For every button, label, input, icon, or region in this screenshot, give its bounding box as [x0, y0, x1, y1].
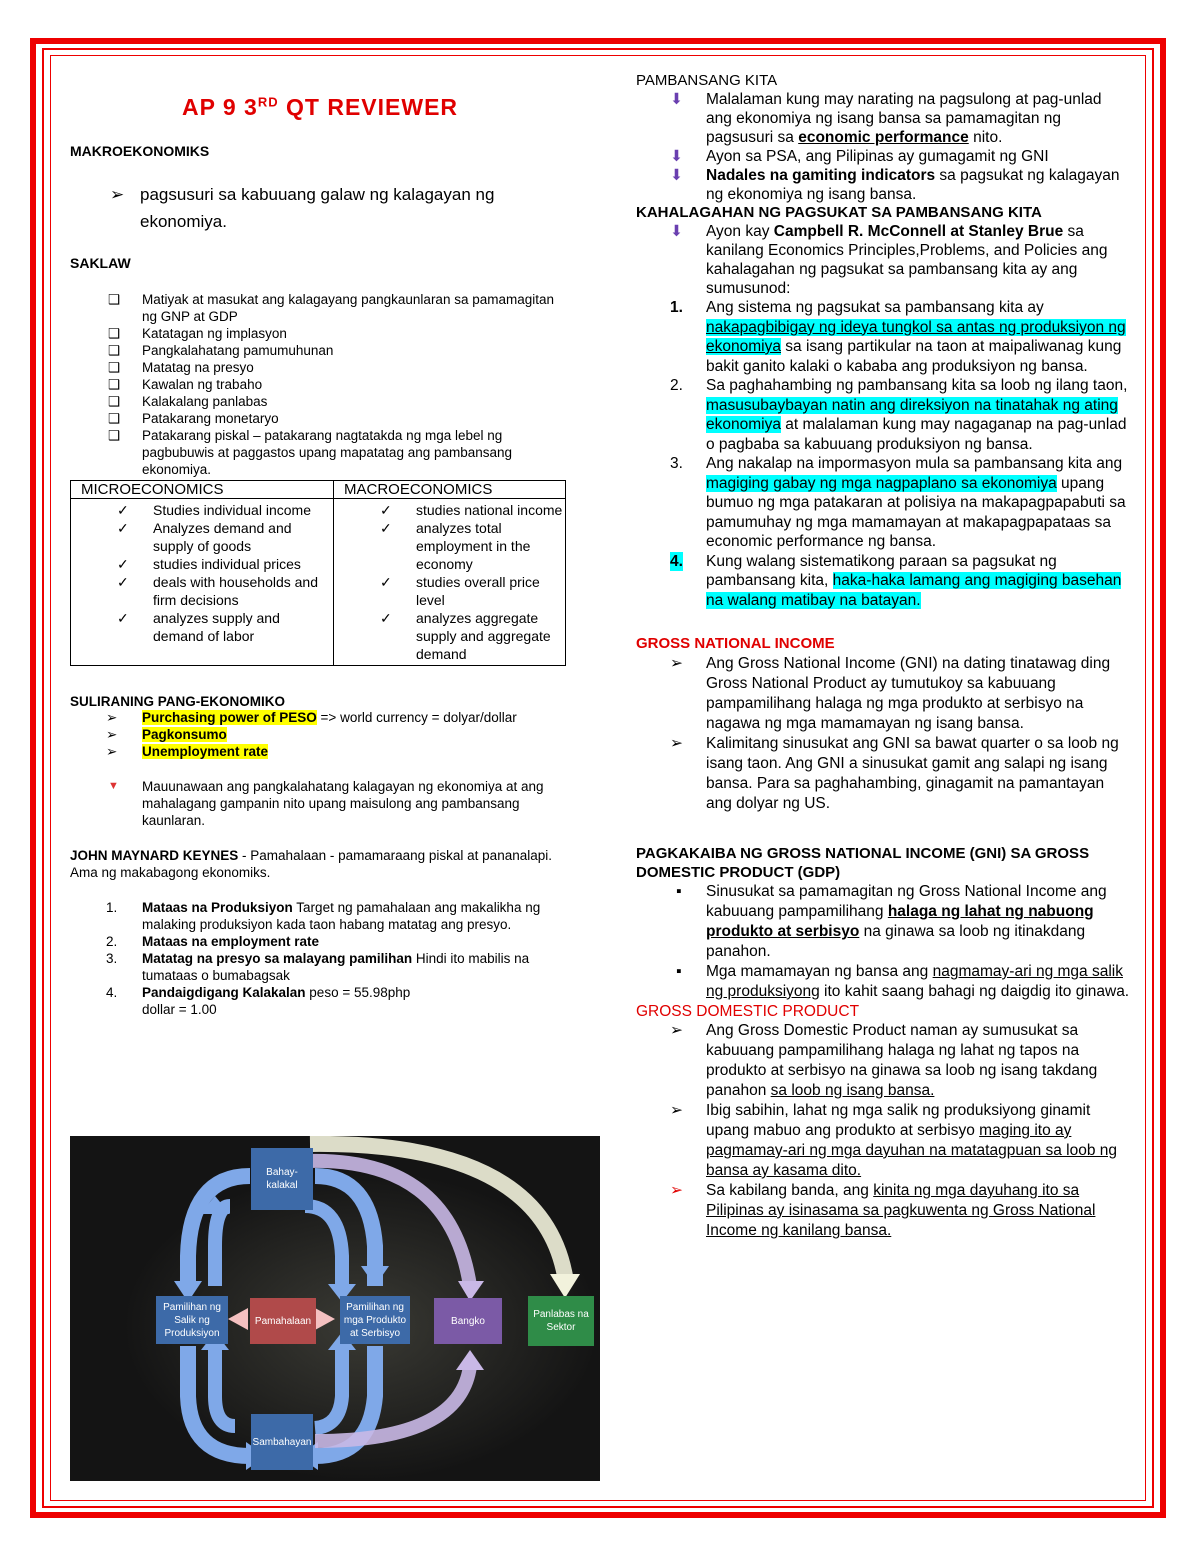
diagram-node-panlabas: Panlabas na Sektor: [528, 1296, 594, 1346]
list-item: ➢ Purchasing power of PESO => world currency = dolyar/dollar: [106, 710, 517, 725]
suliranin-note: ▼ Mauunawaan ang pangkalahatang kalagayan ng ekonomiya at ang mahalagang gampanin nito upang maisulong ang pambansang kaunlaran.: [108, 779, 544, 828]
list-item: ▪ Sinusukat sa pamamagitan ng Gross National Income ang kabuuang pampamilihang halaga ng lahat ng nabuong produkto at serbisyo na ginawa sa loob ng itinakdang panahon.: [676, 883, 1107, 960]
list-item: ✓ analyzes total employment in the economy: [380, 520, 531, 572]
micro-header: MICROECONOMICS: [71, 481, 334, 499]
list-item: ✓ studies national income: [380, 502, 563, 518]
list-item: ▪ Mga mamamayan ng bansa ang nagmamay-ari ng mga salik ng produksiyong ito kahit saang bahagi ng daigdig ito ginawa.: [676, 963, 1130, 1000]
gdp-heading: GROSS DOMESTIC PRODUCT: [636, 1003, 860, 1020]
kahalagahan-heading: KAHALAGAHAN NG PAGSUKAT SA PAMBANSANG KITA: [636, 204, 1042, 221]
list-item: 1. Mataas na Produksiyon Target ng pamahalaan ang makalikha ng malaking produksiyon kada taon habang matatag ang presyo.: [106, 900, 541, 932]
list-item: 1. Ang sistema ng pagsukat sa pambansang kita ay nakapagbibigay ng ideya tungkol sa antas ng produksiyon ng ekonomiya sa isang partikular na taon at maipaliwanag kung bakit ganito kalaki o kababa ang produksiyon ng bansa.: [670, 299, 1126, 375]
list-item: ❑ Patakarang monetaryo: [108, 411, 279, 426]
list-item: ➢ pagsusuri sa kabuuang galaw ng kalagayan ng ekonomiya.: [110, 185, 495, 231]
keynes-list: [70, 899, 570, 1018]
list-item: ✓ Studies individual income: [117, 502, 311, 518]
list-item: ⬇ Nadales na gamiting indicators sa pagsukat ng kalagayan ng ekonomiya ng isang bansa.: [670, 167, 1120, 203]
diagram-node-salik: Pamilihan ng Salik ng Produksiyon: [156, 1296, 228, 1344]
keynes-intro: JOHN MAYNARD KEYNES - Pamahalaan - pamamaraang piskal at pananalapi. Ama ng makabagong ekonomiks.: [70, 848, 552, 880]
diagram-node-produkto: Pamilihan ng mga Produkto at Serbisyo: [340, 1296, 410, 1344]
list-item: ✓ analyzes aggregate supply and aggregate demand: [380, 610, 551, 662]
diagram-node-bangko: Bangko: [434, 1298, 502, 1344]
list-item: ✓ deals with households and firm decisions: [117, 574, 319, 608]
list-item: ❑ Matatag na presyo: [108, 360, 254, 375]
left-column: [70, 80, 570, 1018]
gni-heading: GROSS NATIONAL INCOME: [636, 635, 835, 652]
list-item: ❑ Kalakalang panlabas: [108, 394, 268, 409]
gni-list: [636, 654, 1130, 814]
list-item: ➢ Ang Gross National Income (GNI) na dating tinatawag ding Gross National Product ay tumutukoy sa kabuuang pampamilihang halaga ng mga produkto at serbisyo na nagawa ng mga mamamayan ng isang bansa.: [670, 655, 1111, 732]
pambansang-kita-list: [636, 90, 1130, 204]
list-item: ❑ Pangkalahatang pamumuhunan: [108, 343, 334, 358]
micro-macro-table: [70, 480, 566, 666]
suliranin-heading: SULIRANING PANG-EKONOMIKO: [70, 694, 285, 709]
pagkakaiba-list: [636, 882, 1130, 1002]
list-item: ❑ Kawalan ng trabaho: [108, 377, 263, 392]
list-item: 4. Kung walang sistematikong paraan sa pagsukat ng pambansang kita, haka-haka lamang ang magiging basehan na walang matibay na batayan.: [670, 552, 1122, 609]
pagkakaiba-heading: PAGKAKAIBA NG GROSS NATIONAL INCOME (GNI) SA GROSS DOMESTIC PRODUCT (GDP): [636, 845, 1090, 881]
list-item: ✓ studies overall price level: [380, 574, 540, 608]
list-item: 3. Matatag na presyo sa malayang pamilihan Hindi ito mabilis na tumataas o bumabagsak: [106, 951, 530, 983]
list-item: ❑ Patakarang piskal – patakarang nagtatakda ng mga lebel ng pagbubuwis at paggastos upang mapatatag ang pambansang ekonomiya.: [108, 428, 513, 477]
saklaw-list: [70, 291, 570, 478]
makro-heading: MAKROEKONOMIKS: [70, 143, 210, 159]
list-item: ➢ Ang Gross Domestic Product naman ay sumusukat sa kabuuang pampamilihang halaga ng lahat ng tapos na produkto at serbisyo na ginawa sa loob ng isang takdang panahon sa loob ng isang bansa.: [670, 1022, 1098, 1099]
list-item: ➢ Unemployment rate: [106, 744, 269, 759]
kahalagahan-list: [636, 298, 1130, 610]
list-item: ⬇ Ayon sa PSA, ang Pilipinas ay gumagamit ng GNI: [670, 148, 1049, 165]
list-item: ⬇ Malalaman kung may narating na pagsulong at pag-unlad ang ekonomiya ng isang bansa sa pamamagitan ng pagsusuri sa economic performance nito.: [670, 91, 1102, 146]
right-column: [636, 72, 1130, 1241]
micro-list: [71, 499, 333, 649]
kahalagahan-intro: ⬇ Ayon kay Campbell R. McConnell at Stanley Brue sa kanilang Economics Principles,Problems, and Policies ang kahalagahan ng pagsukat sa pambansang kita ay ang sumusunod:: [670, 223, 1108, 297]
list-item: ➢ Kalimitang sinusukat ang GNI sa bawat quarter o sa loob ng isang taon. Ang GNI a sinusukat gamit ang salapi ng isang bansa. Para sa paghahambing, ginagamit na pamantayan ang dolyar ng US.: [670, 735, 1119, 812]
list-item: 2. Sa paghahambing ng pambansang kita sa loob ng ilang taon, masusubaybayan natin ang direksiyon na tinatahak ng ating ekonomiya at malalaman kung may nagaganap na pag-unlad o pagbaba sa kabuuang produksiyon ng bansa.: [670, 377, 1128, 453]
makro-list: [70, 181, 570, 235]
list-item: ✓ analyzes supply and demand of labor: [117, 610, 280, 644]
list-item: ❑ Katatagan ng implasyon: [108, 326, 287, 341]
list-item: ✓ Analyzes demand and supply of goods: [117, 520, 292, 554]
list-item: ➢ Sa kabilang banda, ang kinita ng mga dayuhang ito sa Pilipinas ay isinasama sa pagkuwenta ng Gross National Income ng kanilang bansa.: [670, 1182, 1096, 1239]
page-title: AP 9 3RD QT REVIEWER: [181, 94, 459, 120]
diagram-node-pamahalaan: Pamahalaan: [250, 1298, 316, 1344]
suliranin-list: [70, 709, 570, 760]
diagram-node-bahay-kalakal: Bahay-kalakal: [251, 1148, 313, 1210]
pambansang-kita-heading: PAMBANSANG KITA: [636, 72, 778, 89]
diagram-node-sambahayan: Sambahayan: [251, 1414, 313, 1470]
list-item: 4. Pandaigdigang Kalakalan peso = 55.98php dollar = 1.00: [106, 985, 411, 1017]
list-item: 3. Ang nakalap na impormasyon mula sa pambansang kita ang magiging gabay ng mga nagpaplano sa ekonomiya upang bumuo ng mga patakaran at polisiya na makapagpapabuti sa pamumuhay ng mga mamamayan at makapagpapataas sa economic performance ng bansa.: [670, 455, 1126, 550]
list-item: ➢ Ibig sabihin, lahat ng mga salik ng produksiyong ginamit upang mabuo ang produkto at serbisyo maging ito ay pagmamay-ari ng mga dayuhan na matatagpuan sa loob ng bansa ay kasama dito.: [670, 1102, 1118, 1179]
macro-header: MACROECONOMICS: [334, 481, 566, 499]
gdp-list: [636, 1021, 1130, 1241]
list-item: ➢ Pagkonsumo: [106, 727, 227, 742]
list-item: 2. Mataas na employment rate: [106, 934, 320, 949]
saklaw-heading: SAKLAW: [70, 255, 131, 271]
list-item: ❑ Matiyak at masukat ang kalagayang pangkaunlaran sa pamamagitan ng GNP at GDP: [108, 292, 555, 324]
macro-list: [334, 499, 565, 665]
list-item: ✓ studies individual prices: [117, 556, 301, 572]
flow-arrows: [70, 1136, 600, 1481]
circular-flow-diagram: [70, 1136, 600, 1481]
